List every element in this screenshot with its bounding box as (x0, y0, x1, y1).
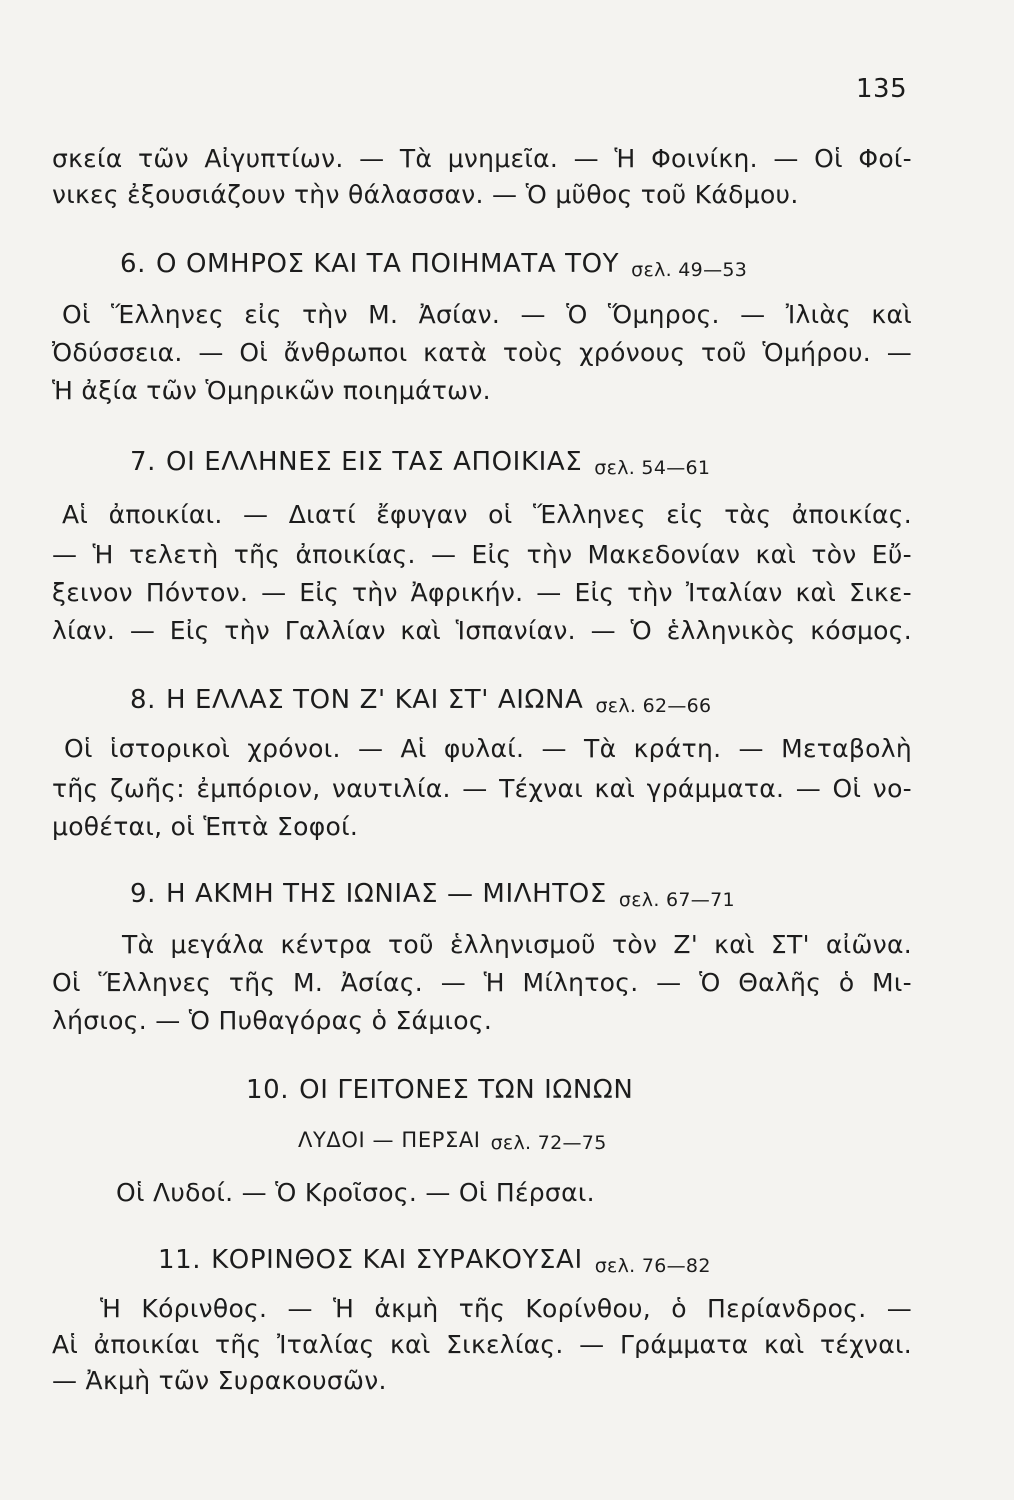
section-line: Τὰ μεγάλα κέντρα τοῦ ἑλληνισμοῦ τὸν Ζ' καὶ ΣΤ' αἰῶνα. (122, 930, 912, 959)
section-line: Οἱ Ἕλληνες τῆς Μ. Ἀσίας. — Ἡ Μίλητος. — Ὁ Θαλῆς ὁ Μι- (52, 968, 912, 997)
section-pages: σελ. 54—61 (594, 457, 711, 479)
section-line: Αἱ ἀποικίαι τῆς Ἰταλίας καὶ Σικελίας. — Γράμματα καὶ τέχναι. (52, 1330, 912, 1359)
page-number: 135 (856, 74, 908, 104)
section-line: — Ἡ τελετὴ τῆς ἀποικίας. — Εἰς τὴν Μακεδονίαν καὶ τὸν Εὔ- (52, 540, 912, 569)
section-heading-11 (158, 1244, 711, 1282)
section-line: ξεινον Πόντον. — Εἰς τὴν Ἀφρικήν. — Εἰς τὴν Ἰταλίαν καὶ Σικε- (52, 578, 912, 607)
section-heading-10 (246, 1074, 633, 1106)
section-line: Ἡ Κόρινθος. — Ἡ ἀκμὴ τῆς Κορίνθου, ὁ Περίανδρος. — (100, 1294, 912, 1323)
section-line: τῆς ζωῆς: ἐμπόριον, ναυτιλία. — Τέχναι καὶ γράμματα. — Οἱ νο- (52, 774, 912, 803)
section-number: 10. (246, 1075, 290, 1105)
section-title: ΟΙ ΕΛΛΗΝΕΣ ΕΙΣ ΤΑΣ ΑΠΟΙΚΙΑΣ (166, 447, 583, 477)
section-pages: σελ. 72—75 (490, 1132, 607, 1154)
section-pages: σελ. 67—71 (618, 889, 735, 911)
section-number: 7. (130, 447, 157, 477)
section-number: 11. (158, 1245, 202, 1275)
section-title: Η ΕΛΛΑΣ ΤΟΝ Ζ' ΚΑΙ ΣΤ' ΑΙΩΝΑ (166, 685, 584, 715)
section-line: Ὀδύσσεια. — Οἱ ἄνθρωποι κατὰ τοὺς χρόνους τοῦ Ὁμήρου. — (52, 338, 912, 367)
section-number: 9. (130, 879, 157, 909)
section-line: μοθέται, οἱ Ἑπτὰ Σοφοί. (52, 812, 359, 841)
section-pages: σελ. 62—66 (595, 695, 712, 717)
section-line: Ἡ ἀξία τῶν Ὁμηρικῶν ποιημάτων. (52, 376, 491, 405)
intro-line: νικες ἐξουσιάζουν τὴν θάλασσαν. — Ὁ μῦθος τοῦ Κάδμου. (52, 180, 799, 209)
section-line: Οἱ ἱστορικοὶ χρόνοι. — Αἱ φυλαί. — Τὰ κράτη. — Μεταβολὴ (64, 734, 912, 763)
section-line: λήσιος. — Ὁ Πυθαγόρας ὁ Σάμιος. (52, 1006, 493, 1035)
section-line: Αἱ ἀποικίαι. — Διατί ἔφυγαν οἱ Ἕλληνες εἰς τὰς ἀποικίας. (62, 500, 912, 529)
section-title: Η ΑΚΜΗ ΤΗΣ ΙΩΝΙΑΣ — ΜΙΛΗΤΟΣ (166, 879, 607, 909)
section-subheading-10 (298, 1126, 607, 1157)
section-line: Οἱ Ἕλληνες εἰς τὴν Μ. Ἀσίαν. — Ὁ Ὅμηρος. — Ἰλιὰς καὶ (62, 300, 912, 329)
section-number: 8. (130, 685, 157, 715)
section-pages: σελ. 76—82 (594, 1255, 711, 1277)
section-pages: σελ. 49—53 (631, 259, 748, 281)
section-line: — Ἀκμὴ τῶν Συρακουσῶν. (52, 1366, 387, 1395)
section-subtitle: ΛΥΔΟΙ — ΠΕΡΣΑΙ (298, 1128, 481, 1152)
section-number: 6. (120, 249, 147, 279)
section-title: Ο ΟΜΗΡΟΣ ΚΑΙ ΤΑ ΠΟΙΗΜΑΤΑ ΤΟΥ (156, 249, 620, 279)
section-heading-7 (130, 446, 710, 484)
section-heading-9 (130, 878, 735, 916)
section-heading-8 (130, 684, 711, 722)
section-title: ΚΟΡΙΝΘΟΣ ΚΑΙ ΣΥΡΑΚΟΥΣΑΙ (211, 1245, 583, 1275)
section-heading-6 (120, 248, 747, 286)
section-title: ΟΙ ΓΕΙΤΟΝΕΣ ΤΩΝ ΙΩΝΩΝ (299, 1075, 634, 1105)
intro-line: σκεία τῶν Αἰγυπτίων. — Τὰ μνημεῖα. — Ἡ Φοινίκη. — Οἱ Φοί- (52, 144, 912, 173)
section-line: Οἱ Λυδοί. — Ὁ Κροῖσος. — Οἱ Πέρσαι. (116, 1178, 595, 1207)
section-line: λίαν. — Εἰς τὴν Γαλλίαν καὶ Ἱσπανίαν. — Ὁ ἑλληνικὸς κόσμος. (52, 616, 912, 645)
